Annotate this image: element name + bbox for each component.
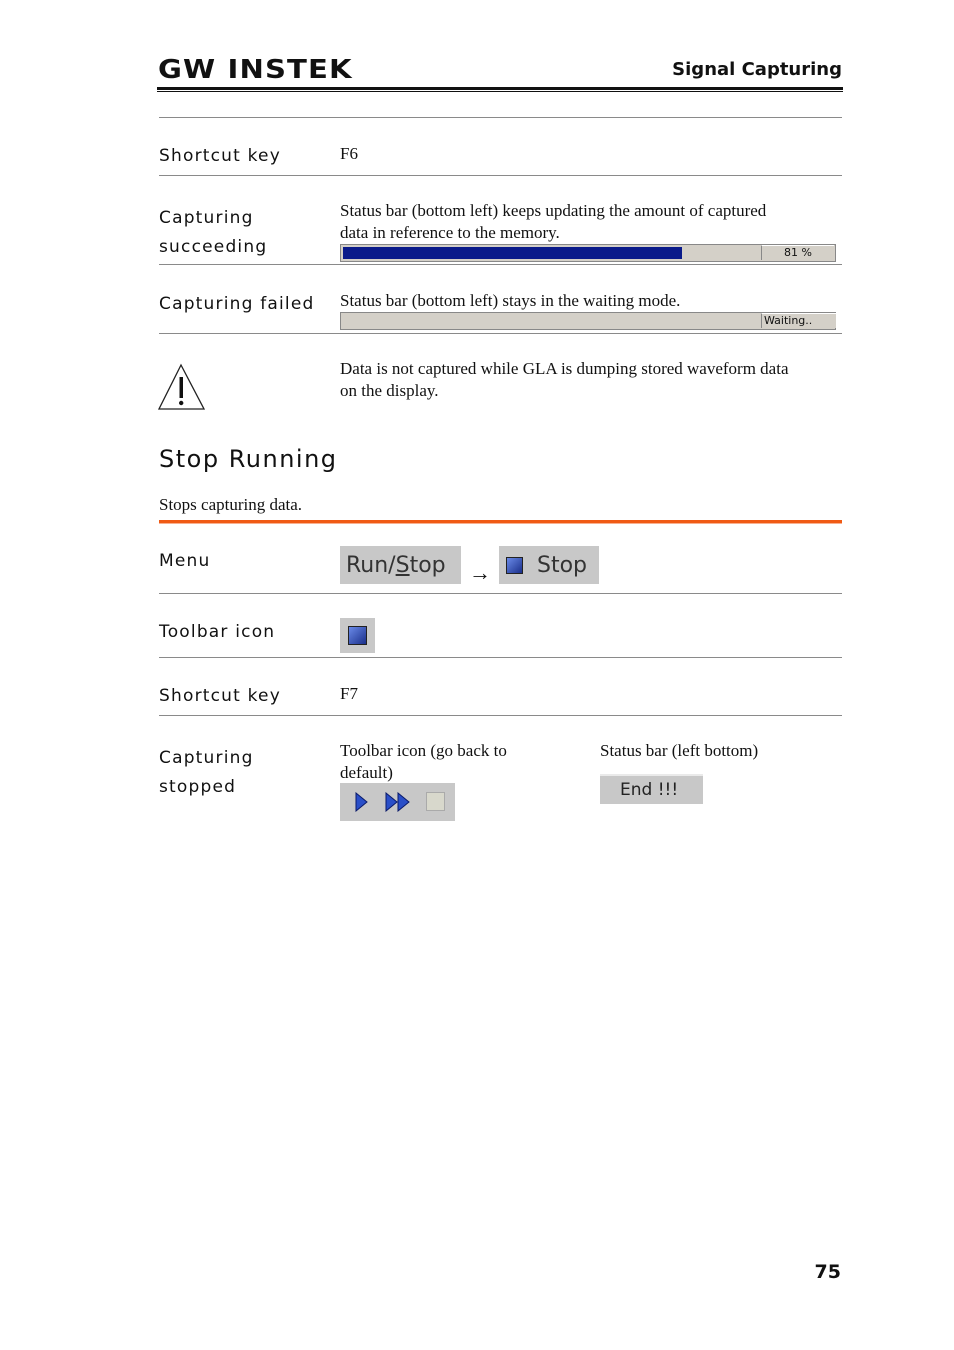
table-rule	[159, 117, 842, 118]
capturing-succeeding-label: Capturing succeeding	[159, 208, 268, 257]
status-bar-progress	[340, 244, 836, 262]
toolbar-default-desc: Toolbar icon (go back to default)	[340, 741, 507, 782]
end-status-bar: End !!!	[600, 774, 703, 804]
waiting-status-text: Waiting..	[761, 313, 836, 328]
shortcut-key-label: Shortcut key	[159, 686, 281, 706]
warning-icon	[158, 362, 206, 411]
section-header-title: Signal Capturing	[672, 59, 842, 80]
shortcut-key-value: F7	[340, 684, 358, 703]
default-toolbar	[340, 783, 455, 821]
table-rule	[159, 264, 842, 265]
section-rule-accent-shadow	[159, 523, 842, 524]
stop-disabled-icon	[426, 792, 445, 811]
capturing-failed-desc: Status bar (bottom left) stays in the waiting mode.	[340, 291, 681, 310]
note-text: Data is not captured while GLA is dumping stored waveform data on the display.	[340, 359, 789, 400]
play-icon[interactable]	[354, 792, 368, 812]
capturing-succeeding-desc: Status bar (bottom left) keeps updating the amount of captured data in reference to the memory.	[340, 201, 767, 242]
section-title: Stop Running	[159, 445, 338, 473]
capturing-stopped-label: Capturing stopped	[159, 748, 254, 797]
brand-logo: GW INSTEK	[158, 55, 353, 85]
table-rule	[159, 593, 842, 594]
header-rule-thin	[157, 91, 843, 92]
toolbar-icon-label: Toolbar icon	[159, 622, 276, 642]
header-rule-thick	[157, 87, 843, 90]
status-bar-waiting	[340, 312, 836, 330]
run-stop-menu[interactable]: Run/ S top	[340, 546, 461, 584]
page-number: 75	[814, 1261, 841, 1283]
menu-label: Menu	[159, 551, 211, 571]
table-rule	[159, 657, 842, 658]
menu-arrow: →	[469, 560, 491, 585]
status-bar-desc: Status bar (left bottom)	[600, 741, 759, 760]
table-rule	[159, 175, 842, 176]
stop-toolbar-button[interactable]	[340, 618, 375, 653]
progress-fill	[343, 247, 682, 259]
shortcut-key-value: F6	[340, 144, 358, 163]
section-description: Stops capturing data.	[159, 495, 303, 514]
table-rule	[159, 715, 842, 716]
stop-icon	[506, 557, 523, 574]
capturing-failed-label: Capturing failed	[159, 294, 315, 314]
stop-menu-item[interactable]: Stop	[499, 546, 599, 584]
shortcut-key-label: Shortcut key	[159, 146, 281, 166]
table-rule	[159, 333, 842, 334]
progress-percent-text: 81 %	[761, 245, 834, 260]
fast-forward-icon[interactable]	[384, 792, 412, 812]
stop-icon	[348, 626, 367, 645]
